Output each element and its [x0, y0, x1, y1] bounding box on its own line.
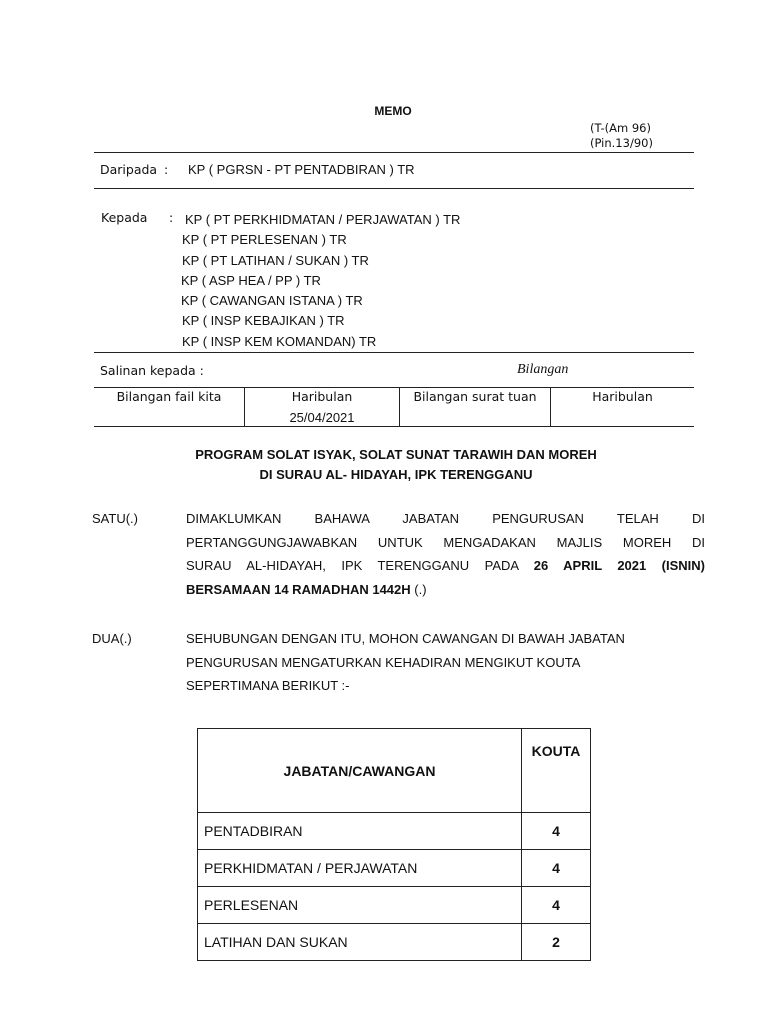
- kouta-header-jabatan: JABATAN/CAWANGAN: [198, 729, 522, 813]
- kouta-table: [197, 728, 591, 961]
- ref-table-header: Bilangan fail kita: [116, 389, 222, 404]
- paragraph-line: [186, 554, 705, 578]
- ref-table-cell: [245, 387, 400, 427]
- paragraph-text: (.): [410, 581, 427, 597]
- paragraph-satu: [186, 507, 705, 601]
- paragraph-line: SEPERTIMANA BERIKUT :-: [186, 678, 350, 693]
- kouta-row-value: 2: [522, 924, 591, 961]
- kepada-item: KP ( INSP KEM KOMANDAN) TR: [182, 333, 377, 349]
- bilangan-label: Bilangan: [517, 362, 569, 377]
- paragraph-date-bold: 26 APRIL 2021 (ISNIN): [533, 558, 705, 573]
- reference-code-line: (T-(Am 96): [590, 121, 651, 135]
- daripada-value: KP ( PGRSN - PT PENTADBIRAN ) TR: [188, 162, 415, 177]
- ref-table-cell: [94, 387, 245, 427]
- paragraph-number-satu: SATU(.): [92, 511, 138, 526]
- kepada-list: [180, 210, 460, 352]
- table-row: [198, 813, 591, 850]
- table-row: [198, 850, 591, 887]
- kepada-item: KP ( CAWANGAN ISTANA ) TR: [181, 293, 363, 309]
- ref-table-header: Bilangan surat tuan: [413, 389, 537, 404]
- kouta-row-name: PERLESENAN: [198, 887, 522, 924]
- kepada-label: Kepada: [101, 210, 148, 225]
- paragraph-dua: [186, 627, 705, 698]
- paragraph-line: PENGURUSAN MENGATURKAN KEHADIRAN MENGIKUT KOUTA: [186, 654, 581, 670]
- kepada-item: KP ( PT PERLESENAN ) TR: [182, 232, 347, 248]
- reference-code-line: (Pin.13/90): [590, 136, 653, 150]
- kepada-item: KP ( ASP HEA / PP ) TR: [181, 272, 321, 288]
- divider: [94, 188, 694, 189]
- ref-table-date: 25/04/2021: [289, 410, 355, 425]
- subject-heading: [0, 445, 768, 485]
- ref-table-cell: [400, 387, 551, 427]
- subject-line: PROGRAM SOLAT ISYAK, SOLAT SUNAT TARAWIH DAN MOREH: [195, 447, 597, 462]
- divider: [94, 352, 694, 353]
- paragraph-line: DIMAKLUMKAN BAHAWA JABATAN PENGURUSAN TELAH DI: [186, 511, 705, 526]
- daripada-label: Daripada: [100, 162, 158, 177]
- ref-table-header: Haribulan: [592, 389, 653, 404]
- kouta-row-value: 4: [522, 813, 591, 850]
- kouta-row-value: 4: [522, 850, 591, 887]
- ref-table-cell: [551, 387, 695, 427]
- kepada-colon: :: [169, 210, 174, 225]
- kouta-row-name: PENTADBIRAN: [198, 813, 522, 850]
- ref-table-header: Haribulan: [291, 389, 353, 404]
- kouta-row-value: 4: [522, 887, 591, 924]
- memo-title: MEMO: [374, 104, 412, 118]
- subject-line: DI SURAU AL- HIDAYAH, IPK TERENGGANU: [259, 467, 533, 482]
- daripada-colon: :: [164, 162, 169, 177]
- table-row: [198, 924, 591, 961]
- paragraph-line: [186, 578, 705, 602]
- kepada-item: KP ( INSP KEBAJIKAN ) TR: [182, 313, 345, 329]
- paragraph-text: SURAU AL-HIDAYAH, IPK TERENGGANU PADA: [186, 558, 534, 573]
- kouta-row-name: LATIHAN DAN SUKAN: [198, 924, 522, 961]
- kouta-row-name: PERKHIDMATAN / PERJAWATAN: [198, 850, 522, 887]
- reference-table: [94, 387, 694, 427]
- kouta-header-kouta: KOUTA: [522, 729, 591, 813]
- table-row: [198, 887, 591, 924]
- paragraph-number-dua: DUA(.): [92, 631, 132, 646]
- reference-code: [590, 121, 653, 151]
- kepada-item: KP ( PT LATIHAN / SUKAN ) TR: [182, 252, 369, 268]
- salinan-label: Salinan kepada :: [100, 363, 204, 378]
- paragraph-line: PERTANGGUNGJAWABKAN UNTUK MENGADAKAN MAJLIS MOREH DI: [186, 534, 705, 550]
- paragraph-ramadhan-bold: BERSAMAAN 14 RAMADHAN 1442H: [186, 581, 411, 597]
- paragraph-line: SEHUBUNGAN DENGAN ITU, MOHON CAWANGAN DI BAWAH JABATAN: [186, 631, 625, 646]
- divider: [94, 152, 694, 153]
- kepada-item: KP ( PT PERKHIDMATAN / PERJAWATAN ) TR: [185, 212, 461, 227]
